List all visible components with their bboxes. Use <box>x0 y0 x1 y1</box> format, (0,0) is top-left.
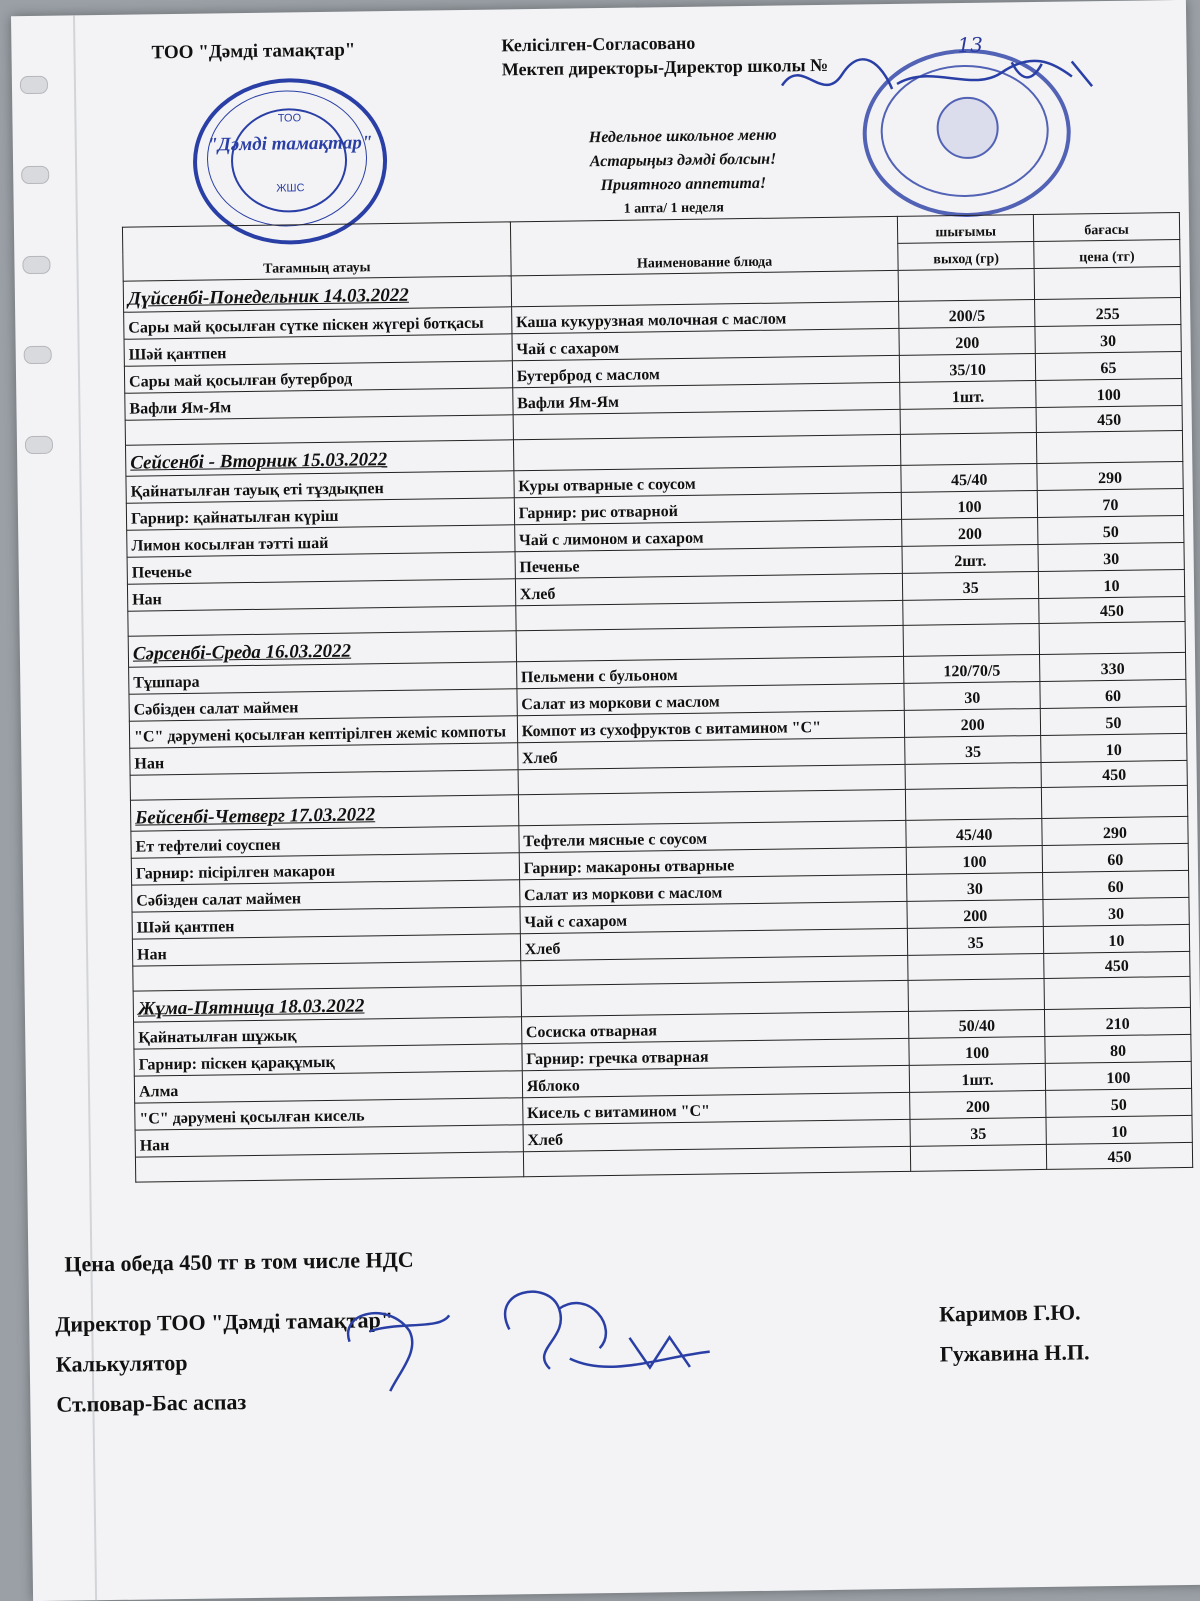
punch-hole <box>25 436 53 454</box>
director-signature <box>771 41 1112 116</box>
dish-yield: 200 <box>899 327 1035 356</box>
dish-yield: 100 <box>902 490 1038 519</box>
dish-name-kz: Гарнир: піскен қарақұмық <box>134 1044 522 1076</box>
punch-hole <box>24 346 52 364</box>
dish-name-ru: Компот из сухофруктов с витамином "С" <box>517 710 905 742</box>
empty-cell <box>901 433 1037 466</box>
day-title: Дүйсенбі-Понедельник 14.03.2022 <box>127 284 409 310</box>
dish-price: 30 <box>1043 897 1189 926</box>
title-line-1: Недельное школьное меню <box>588 126 777 147</box>
dish-price: 60 <box>1042 870 1188 899</box>
dish-name-ru: Хлеб <box>515 573 903 605</box>
title-line-3: Приятного аппетита! <box>600 174 767 195</box>
empty-cell <box>903 598 1039 625</box>
col-ru-name: Наименование блюда <box>510 216 898 275</box>
empty-cell <box>1036 430 1182 463</box>
dish-name-kz: Лимон косылған тәтті шай <box>127 525 515 557</box>
dish-name-kz: "С" дәрумені қосылған кисель <box>135 1098 523 1130</box>
punch-hole <box>22 256 50 274</box>
dish-price: 255 <box>1034 297 1180 326</box>
dish-name-ru: Чай с сахаром <box>520 901 908 933</box>
punch-hole <box>21 166 49 184</box>
dish-yield: 200 <box>905 708 1041 737</box>
dish-name-ru: Вафли Ям-Ям <box>512 382 900 414</box>
dish-name-kz: Қайнатылған тауық еті тұздықпен <box>126 471 514 503</box>
col-price-ru: цена (тг) <box>1034 239 1180 268</box>
dish-yield: 50/40 <box>909 1009 1045 1038</box>
empty-cell <box>523 1146 911 1176</box>
dish-name-kz: Тұшпара <box>129 662 517 694</box>
dish-yield: 45/40 <box>901 464 1037 493</box>
dish-name-ru: Кисель с витамином "С" <box>522 1092 910 1124</box>
day-title: Сейсенбі - Вторник 15.03.2022 <box>130 449 388 474</box>
dish-name-ru: Куры отварные с соусом <box>514 465 902 497</box>
dish-name-kz: Гарнир: пісірілген макарон <box>131 853 519 885</box>
dish-name-ru: Гарнир: гречка отварная <box>522 1038 910 1070</box>
empty-cell <box>1041 785 1187 818</box>
empty-cell <box>903 623 1039 656</box>
dish-name-ru: Бутерброд с маслом <box>512 355 900 387</box>
dish-name-ru: Салат из моркови с маслом <box>517 683 905 715</box>
dish-price: 100 <box>1036 378 1182 407</box>
dish-name-ru: Чай с лимоном и сахаром <box>514 519 902 551</box>
dish-yield: 30 <box>907 872 1043 901</box>
day-total: 450 <box>1036 405 1182 432</box>
dish-name-kz: Нан <box>132 934 520 966</box>
dish-price: 30 <box>1035 324 1181 353</box>
dish-price: 50 <box>1038 515 1184 544</box>
signature-role-chef: Ст.повар-Бас аспаз <box>56 1389 247 1417</box>
dish-price: 60 <box>1040 679 1186 708</box>
dish-yield: 200/5 <box>899 300 1035 329</box>
signature-role-calculator: Калькулятор <box>55 1349 188 1377</box>
dish-yield: 200 <box>910 1090 1046 1119</box>
empty-cell <box>905 762 1041 789</box>
dish-price: 10 <box>1038 569 1184 598</box>
dish-yield: 100 <box>907 845 1043 874</box>
dish-name-kz: Сары май қосылған бутерброд <box>124 361 512 393</box>
dish-yield: 100 <box>909 1036 1045 1065</box>
dish-price: 210 <box>1044 1007 1190 1036</box>
company-name: ТОО "Дәмді тамақтар" <box>151 39 356 64</box>
dish-yield: 35 <box>905 735 1041 764</box>
day-total: 450 <box>1044 951 1190 978</box>
dish-name-kz: Печенье <box>127 552 515 584</box>
stamp-center-text: "Дәмді тамақтар" <box>207 132 373 156</box>
stamp-top-text: ТОО <box>277 112 302 125</box>
dish-name-kz: Шәй қантпен <box>124 334 512 366</box>
dish-name-kz: Қайнатылған шұжық <box>134 1017 522 1049</box>
col-kz-name: Тағамның атауы <box>122 222 510 281</box>
empty-cell <box>1044 976 1190 1009</box>
day-title: Жұма-Пятница 18.03.2022 <box>137 995 365 1020</box>
dish-name-ru: Салат из моркови с маслом <box>519 874 907 906</box>
dish-yield: 35 <box>910 1117 1046 1146</box>
day-total: 450 <box>1039 596 1185 623</box>
dish-name-kz: Алма <box>134 1071 522 1103</box>
day-total: 450 <box>1041 760 1187 787</box>
dish-name-ru: Хлеб <box>520 928 908 960</box>
dish-price: 30 <box>1038 542 1184 571</box>
school-number-handwritten: 13 <box>957 32 984 58</box>
dish-name-ru: Хлеб <box>517 737 905 769</box>
menu-body <box>123 266 1192 1182</box>
stamp-bottom-text: ЖШС <box>276 182 305 195</box>
empty-cell <box>899 269 1035 302</box>
dish-yield: 1шт. <box>910 1063 1046 1092</box>
signature-name-calculator: Гужавина Н.П. <box>939 1339 1090 1367</box>
dish-price: 50 <box>1046 1088 1192 1117</box>
signature-role-director: Директор ТОО "Дәмді тамақтар" <box>55 1307 394 1337</box>
menu-sheet <box>11 0 1200 1601</box>
dish-name-kz: Ет тефтелиі соуспен <box>131 826 519 858</box>
empty-cell <box>135 1152 523 1182</box>
day-title: Сәрсенбі-Среда 16.03.2022 <box>132 640 352 665</box>
col-yield-kz: шығымы <box>898 215 1034 244</box>
dish-yield: 200 <box>902 517 1038 546</box>
signature-name-director: Каримов Г.Ю. <box>939 1299 1081 1327</box>
week-label: 1 апта/ 1 неделя <box>623 200 724 217</box>
day-total: 450 <box>1046 1142 1192 1169</box>
dish-name-ru: Чай с сахаром <box>512 328 900 360</box>
dish-name-kz: Сәбізден салат маймен <box>129 689 517 721</box>
approval-line-1: Келісілген-Согласовано <box>501 32 696 56</box>
dish-yield: 120/70/5 <box>904 654 1040 683</box>
dish-price: 70 <box>1037 488 1183 517</box>
dish-name-ru: Сосиска отварная <box>521 1011 909 1043</box>
empty-cell <box>908 978 1044 1011</box>
dish-yield: 200 <box>907 899 1043 928</box>
dish-name-kz: Нан <box>127 579 515 611</box>
punch-hole <box>20 76 48 94</box>
dish-price: 10 <box>1046 1115 1192 1144</box>
dish-name-ru: Гарнир: рис отварной <box>514 492 902 524</box>
col-price-kz: бағасы <box>1033 212 1179 241</box>
dish-price: 65 <box>1035 351 1181 380</box>
price-note: Цена обеда 450 тг в том числе НДС <box>64 1246 414 1277</box>
dish-name-kz: Гарнир: қайнатылған күріш <box>126 498 514 530</box>
dish-price: 60 <box>1042 843 1188 872</box>
dish-name-ru: Печенье <box>515 546 903 578</box>
dish-price: 290 <box>1042 816 1188 845</box>
dish-yield: 45/40 <box>906 818 1042 847</box>
empty-cell <box>906 787 1042 820</box>
dish-name-ru: Гарнир: макароны отварные <box>519 847 907 879</box>
menu-title <box>533 123 834 199</box>
dish-name-ru: Хлеб <box>523 1119 911 1151</box>
approval-line-2: Мектеп директоры-Директор школы № <box>501 54 829 80</box>
dish-name-ru: Яблоко <box>522 1065 910 1097</box>
empty-cell <box>1034 266 1180 299</box>
dish-name-kz: Шәй қантпен <box>132 907 520 939</box>
dish-name-kz: Вафли Ям-Ям <box>125 388 513 420</box>
day-title: Бейсенбі-Четверг 17.03.2022 <box>135 804 376 829</box>
title-line-2: Астарыңыз дәмді болсын! <box>589 150 777 171</box>
dish-price: 50 <box>1040 706 1186 735</box>
dish-name-kz: Сәбізден салат маймен <box>132 880 520 912</box>
dish-name-kz: Нан <box>130 743 518 775</box>
dish-yield: 35/10 <box>900 354 1036 383</box>
dish-price: 290 <box>1037 461 1183 490</box>
dish-yield: 1шт. <box>900 381 1036 410</box>
menu-table <box>122 212 1193 1183</box>
dish-name-ru: Каша кукурузная молочная с маслом <box>511 301 899 333</box>
dish-yield: 2шт. <box>902 544 1038 573</box>
empty-cell <box>900 408 1036 435</box>
col-yield-ru: выход (гр) <box>898 242 1034 271</box>
company-stamp <box>192 77 388 246</box>
dish-price: 10 <box>1041 733 1187 762</box>
dish-yield: 35 <box>903 571 1039 600</box>
empty-cell <box>908 953 1044 980</box>
dish-name-ru: Тефтели мясные с соусом <box>519 820 907 852</box>
dish-yield: 30 <box>904 681 1040 710</box>
dish-name-ru: Пельмени с бульоном <box>516 656 904 688</box>
dish-price: 80 <box>1045 1034 1191 1063</box>
dish-name-kz: Сары май қосылған сүтке піскен жүгері ботқасы <box>124 307 512 339</box>
dish-price: 10 <box>1043 924 1189 953</box>
dish-name-kz: Нан <box>135 1125 523 1157</box>
dish-name-kz: "С" дәрумені қосылған кептірілген жеміс компоты <box>129 716 517 748</box>
empty-cell <box>911 1144 1047 1171</box>
handwritten-signatures <box>329 1266 751 1412</box>
dish-price: 330 <box>1039 652 1185 681</box>
dish-yield: 35 <box>908 926 1044 955</box>
dish-price: 100 <box>1045 1061 1191 1090</box>
empty-cell <box>1039 621 1185 654</box>
